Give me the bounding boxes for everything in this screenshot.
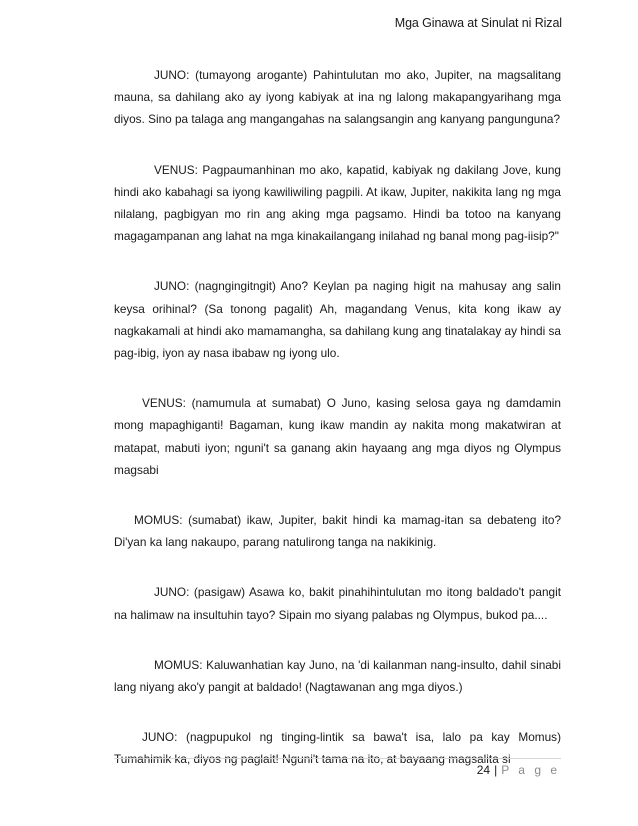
- footer-separator: |: [494, 763, 498, 777]
- dialogue-paragraph: JUNO: (pasigaw) Asawa ko, bakit pinahihintulutan mo itong baldado't pangit na halimaw na insultuhin tayo? Sipain mo siyang palabas ng Olympus, bukod pa....: [114, 585, 561, 622]
- footer-divider: [114, 758, 561, 759]
- dialogue-paragraph: MOMUS: Kaluwanhatian kay Juno, na 'di kailanman nang-insulto, dahil sinabi lang niyang ako'y pangit at baldado! (Nagtawanan ang mga diyos.): [114, 657, 561, 695]
- dialogue-paragraph: MOMUS: (sumabat) ikaw, Jupiter, bakit hindi ka mamag-itan sa debateng ito? Di'yan ka lang nakaupo, parang natulirong tanga na nakikinig.: [114, 513, 561, 550]
- page-footer: [477, 763, 560, 777]
- dialogue-paragraph: VENUS: Pagpaumanhinan mo ako, kapatid, kabiyak ng dakilang Jove, kung hindi ako kabahagi sa iyong kawiliwiling pagpili. At ikaw, Jupiter, nakikita lang ng mga nilalang, pagbigyan mo rin ang aking mga pagsamo. Hindi ba totoo na kanyang magagampanan ang lahat na mga kinakailangang inilahad ng banal mong pag-iisip?": [114, 162, 561, 244]
- dialogue-paragraph: VENUS: (namumula at sumabat) O Juno, kasing selosa gaya ng damdamin mong mapaghiganti! Bagaman, kung ikaw mandin ay nakita mong makatwiran at matapat, mabuti iyon; nguni't sa ganang akin hayaang ang mga diyos ng Olympus magsabi: [114, 396, 561, 477]
- dialogue-paragraph: JUNO: (nagngingitngit) Ano? Keylan pa naging higit na mahusay ang salin keysa orihinal? (Sa tonong pagalit) Ah, magandang Venus, kita kong ikaw ay nagkakamali at hindi ako mamamangha, sa dahilang kung ang tinatalakay ay hindi sa pag-ibig, iyon ay nasa ibabaw ng iyong ulo.: [114, 279, 561, 361]
- running-header: Mga Ginawa at Sinulat ni Rizal: [394, 16, 562, 30]
- dialogue-paragraph: JUNO: (nagpupukol ng tinging-lintik sa bawa't isa, lalo pa kay Momus) Tumahimik ka, diyos ng paglait! Nguni't tama na ito, at bayaang magsalita si: [114, 730, 561, 767]
- document-body: [114, 64, 561, 771]
- page-label: P a g e: [501, 763, 560, 777]
- page-number: 24: [476, 763, 491, 777]
- dialogue-paragraph: JUNO: (tumayong arogante) Pahintulutan mo ako, Jupiter, na magsalitang mauna, sa dahilang ako ay iyong kabiyak at ina ng lalong makapangyarihang mga diyos. Sino pa talaga ang mangangahas na salangsangin ang kanyang pangunguna?: [114, 68, 561, 127]
